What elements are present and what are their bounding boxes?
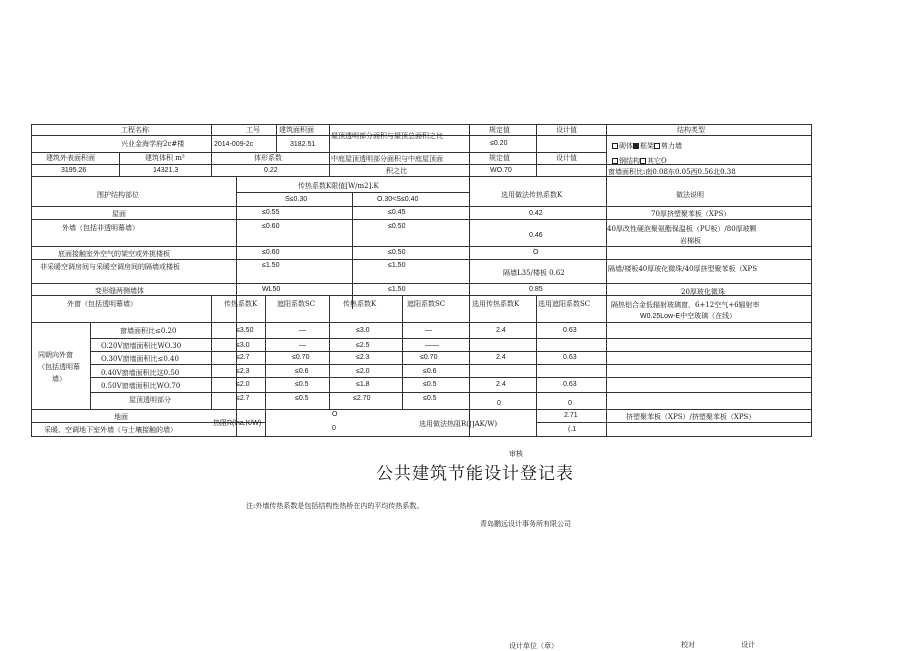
window-row-k: ≤3.0 (236, 342, 250, 349)
ground-wall-value: 0 (332, 425, 336, 432)
ground-chosen-wall: (.1 (568, 426, 577, 433)
window-row-sc2: ≤0.6 (423, 368, 437, 375)
row-partition-chosen: 隔墙L35/楼板 0.62 (503, 269, 565, 277)
window-row-chosen-sc: 0.63 (563, 327, 577, 334)
checked-box-icon (633, 143, 639, 149)
limit-label: 规定值 (489, 126, 510, 134)
row-floor-k2: ≤0.50 (388, 249, 406, 256)
window-row-sc: ≤0.5 (295, 395, 309, 402)
page-title: 公共建筑节能设计登记表 (376, 464, 574, 484)
row-roof-k1: ≤0.55 (262, 209, 280, 216)
window-row-sc2: —— (425, 342, 439, 349)
row-joint-k1: WL50 (262, 286, 281, 293)
volume-label: 建筑体积 m³ (145, 154, 185, 162)
structure-masonry: 砌体 (619, 142, 633, 150)
row-joint-name: 变形缝两侧墙体 (95, 287, 144, 295)
window-col-sc2: 遮阳系数SC (407, 300, 446, 308)
row-roof-chosen: 0.42 (529, 210, 543, 217)
row-roof-practice: 70厚挤塑聚苯板（XPS） (651, 210, 731, 218)
row-partition-practice: 隔墙/楼板40厚玻化微珠/40厚挤型聚苯板（XPS (608, 265, 758, 273)
chosen-k-label: 选用做法传热系数K (501, 191, 563, 199)
window-group-label-2: （包括透明幕 (38, 363, 80, 371)
structure-options-row2 (612, 156, 667, 166)
checkbox-icon (612, 143, 618, 149)
row-floor-chosen: O (533, 249, 539, 256)
window-row-chosen-sc: 0 (568, 400, 572, 407)
row-wall-k1: ≤0.60 (262, 223, 280, 230)
work-no: 2014-009-2c (214, 141, 254, 148)
window-row-k: ≤3.50 (236, 327, 254, 334)
ext-area: 3195.26 (61, 167, 87, 174)
structure-steel: 钢结构 (619, 157, 640, 165)
window-row-name: 0.50V窗墙面积比WO.70 (101, 382, 181, 390)
row-joint-practice: 20厚玻化微珠 (681, 288, 725, 296)
row-partition-k1: ≤1.50 (262, 262, 280, 269)
window-row-name: O.20V窗墙面积比WO.30 (101, 342, 182, 350)
structure-frame: 框架 (640, 142, 654, 150)
window-label: 外窗（包括透明幕墙） (67, 300, 137, 308)
checkbox-icon (654, 143, 660, 149)
design-unit-label: 设计单位（章） (509, 642, 558, 650)
window-col-k2: 传热系数K (343, 300, 377, 308)
structure-label: 结构类型 (677, 126, 705, 134)
window-row-k: ≤2.0 (236, 381, 250, 388)
window-row-chosen-sc: 0.63 (563, 381, 577, 388)
window-ratio-text: 窗墙面积比:南0.08东0.05西0.56北0.38 (608, 168, 736, 176)
window-row-k: ≤2.7 (236, 395, 250, 402)
window-row-k2: ≤2.0 (356, 368, 370, 375)
atrium-label-1: 中庭屋顶透明部分面积与中庭屋顶面 (331, 155, 443, 163)
row-wall-k2: ≤0.50 (388, 223, 406, 230)
ext-area-label: 建筑外表面积面 (46, 154, 95, 162)
window-row-k: ≤2.7 (236, 354, 250, 361)
row-wall-chosen: 0.46 (529, 232, 543, 239)
window-group-label-1: 同朝向外窗 (38, 351, 73, 359)
floor-area-label: 建筑面积面 (279, 126, 314, 134)
window-row-name: 屋顶透明部分 (129, 396, 171, 404)
design-label-2: 设计值 (556, 154, 577, 162)
window-row-chosen-k: 2.4 (496, 327, 506, 334)
window-group-label-3: 墙） (52, 375, 66, 383)
window-row-k2: ≤2.3 (356, 354, 370, 361)
ground-practice: 挤塑聚苯板（XPS）/挤塑聚苯板（XPS） (626, 413, 756, 421)
check-label: 校对 (681, 641, 695, 649)
atrium-limit: WO.70 (490, 167, 512, 174)
window-row-chosen-k: 0 (497, 400, 501, 407)
row-roof-k2: ≤0.45 (388, 209, 406, 216)
row-wall-practice-1: 40厚改性硬泡聚氨酯保温板（PU板）/80厚玻颗 (607, 225, 757, 233)
s-high-label: O.30<S≤0.40 (377, 196, 419, 203)
envelope-label: 围护结构部位 (97, 191, 139, 199)
window-col-chosen-k: 选用传热系数K (472, 300, 520, 308)
structure-shear-wall: 剪力墙 (661, 142, 682, 150)
floor-area: 3182.51 (290, 141, 316, 148)
company-name: 青岛鹏远设计事务所有限公司 (480, 520, 571, 528)
window-row-name: 窗墙面积比≤0.20 (120, 327, 177, 335)
project-name-label: 工程名称 (121, 126, 149, 134)
s-low-label: S≤0.30 (285, 196, 308, 203)
window-row-sc: — (299, 327, 306, 334)
window-row-sc2: ≤0.5 (423, 381, 437, 388)
window-row-chosen-sc: 0.63 (563, 354, 577, 361)
window-row-name: O.30V窗墙面积比≤0.40 (101, 355, 179, 363)
roof-ratio-label: 屋顶透明部分面积与屋顶总面积之比 (331, 132, 443, 140)
window-row-sc2: ≤0.70 (420, 354, 438, 361)
review-label: 审核 (509, 450, 523, 458)
structure-other: 其它O (647, 157, 667, 165)
window-col-sc: 遮阳系数SC (277, 300, 316, 308)
checkbox-icon (612, 158, 618, 164)
practice-label: 做法说明 (676, 191, 704, 199)
ground-floor-value: O (332, 411, 338, 418)
window-row-sc: ≤0.5 (295, 381, 309, 388)
window-col-k: 传热系数K (224, 300, 258, 308)
ground-resist-label: 热阻R(lna.K/W) (213, 420, 262, 427)
window-row-sc: ≤0.70 (292, 354, 310, 361)
window-practice-1: 隔热铝合金低辐射玻璃窗，6+12空气+6辐射率 (611, 301, 760, 309)
ground-floor-label: 地面 (114, 413, 128, 421)
row-partition-k2: ≤1.50 (388, 262, 406, 269)
row-joint-k2: ≤1.50 (388, 286, 406, 293)
structure-options-row1 (612, 141, 682, 151)
row-floor-k1: ≤0.60 (262, 249, 280, 256)
row-floor-name: 底面接触室外空气的架空或外挑楼板 (58, 250, 170, 258)
window-row-k2: ≤2.70 (353, 395, 371, 402)
ground-chosen-floor: 2.71 (564, 412, 578, 419)
work-no-label: 工号 (246, 126, 260, 134)
row-wall-practice-2: 岩棉板 (680, 237, 701, 245)
design-sign-label: 设计 (741, 641, 755, 649)
window-row-chosen-k: 2.4 (496, 354, 506, 361)
row-roof-name: 屋面 (112, 210, 126, 218)
window-row-sc: — (299, 342, 306, 349)
window-row-sc2: — (425, 327, 432, 334)
row-joint-chosen: 0.85 (529, 286, 543, 293)
window-practice-2: W0.25Low-E中空玻璃（在线） (640, 313, 737, 320)
volume: 14321.3 (153, 167, 179, 174)
window-row-sc: ≤0.6 (295, 368, 309, 375)
window-row-k2: ≤1.8 (356, 381, 370, 388)
window-row-sc2: ≤0.5 (423, 395, 437, 402)
limit-label-2: 规定值 (489, 154, 510, 162)
window-row-k2: ≤2.5 (356, 342, 370, 349)
footnote: 注:外墙传热系数是包括结构性热桥在内的平均传热系数。 (246, 502, 424, 510)
project-name: 兴业金海学府2c#楼 (121, 140, 185, 148)
window-row-chosen-k: 2.4 (496, 381, 506, 388)
shape-label: 体形系数 (254, 154, 282, 162)
design-label: 设计值 (556, 126, 577, 134)
roof-limit: ≤0.20 (490, 140, 508, 147)
k-limit-label: 传热系数K限值[W/m2].K (298, 182, 379, 190)
window-col-chosen-sc: 选用遮阳系数SC (538, 300, 591, 308)
window-row-k2: ≤3.0 (356, 327, 370, 334)
shape-value: 0.22 (264, 167, 278, 174)
atrium-label-2: 积之比 (386, 167, 407, 175)
ground-wall-label: 采暖、空调地下室外墙（与土壤接触的墙） (44, 426, 177, 434)
row-partition-name: 非采暖空调房间与采暖空调房间的隔墙或楼板 (40, 263, 180, 271)
row-wall-name: 外墙（包括非透明幕墙） (62, 224, 139, 232)
window-row-name: 0.40V窗墙面积比这0.50 (101, 369, 180, 377)
checkbox-icon (640, 158, 646, 164)
window-row-k: ≤2.3 (236, 368, 250, 375)
ground-chosen-label: 选用做法热阻R(∏AK/W) (419, 420, 498, 428)
